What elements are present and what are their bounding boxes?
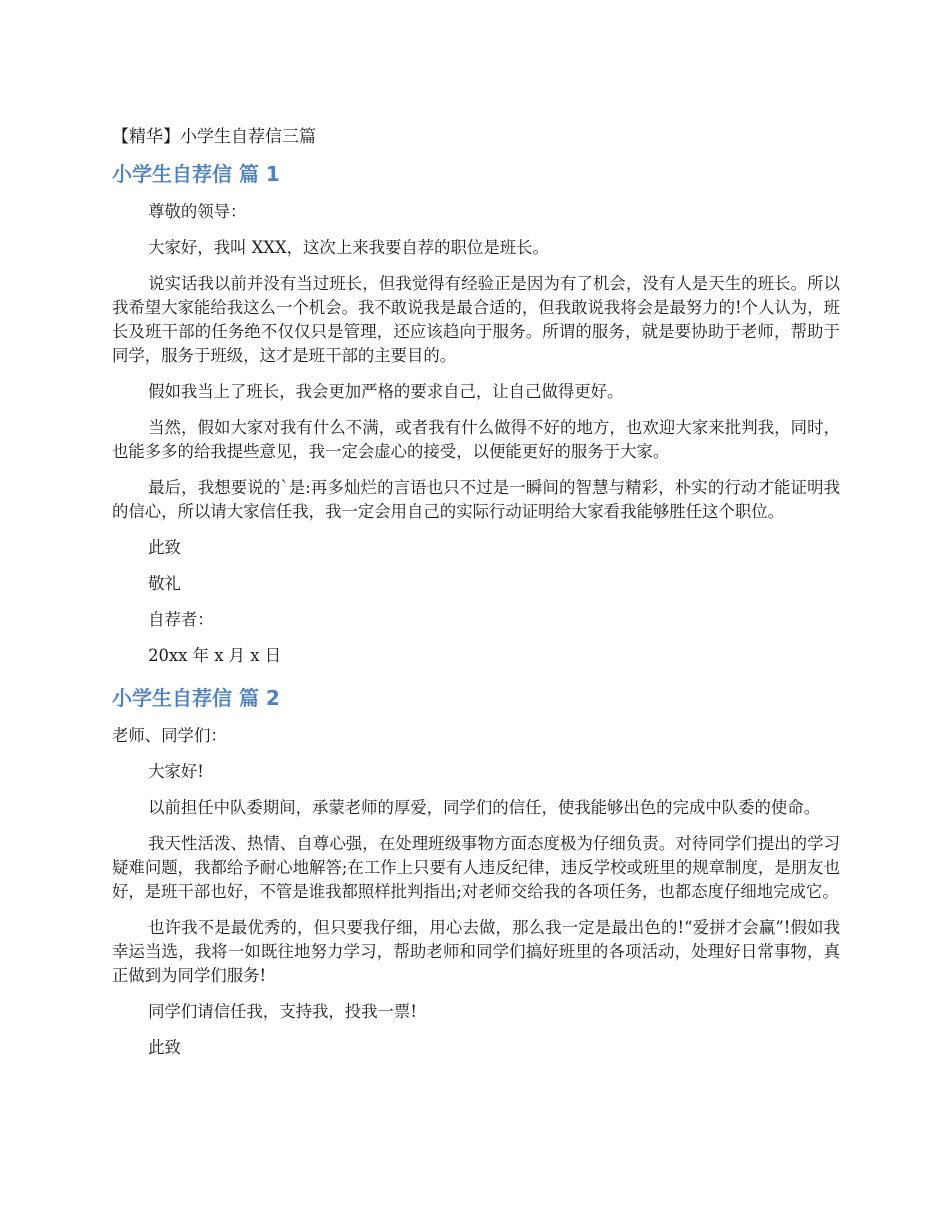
closing-line: 此致 — [148, 538, 181, 557]
section-heading: 小学生自荐信 篇 1 — [112, 162, 280, 186]
paragraph: 尊敬的领导： — [148, 202, 247, 221]
signature-line: 自荐者： — [148, 610, 214, 629]
paragraph: 也许我不是最优秀的，但只要我仔细，用心去做，那么我一定是最出色的!“爱拼才会赢”!假如我幸运当选，我将一如既往地努力学习，帮助老师和同学们搞好班里的各项活动，处理好日常事物，真正做到为同学们服务! — [112, 918, 840, 985]
closing-line: 敬礼 — [148, 574, 181, 593]
document-page — [112, 120, 840, 1072]
section-2 — [112, 680, 840, 1060]
paragraph: 当然，假如大家对我有什么不满，或者我有什么做得不好的地方，也欢迎大家来批判我，同时，也能多多的给我提些意见，我一定会虚心的接受，以便能更好的服务于大家。 — [112, 418, 840, 461]
paragraph: 说实话我以前并没有当过班长，但我觉得有经验正是因为有了机会，没有人是天生的班长。所以我希望大家能给我这么一个机会。我不敢说我是最合适的，但我敢说我将会是最努力的!个人认为，班长及班干部的任务绝不仅仅只是管理，还应该趋向于服务。所谓的服务，就是要协助于老师，帮助于同学，服务于班级，这才是班干部的主要目的。 — [112, 274, 840, 365]
closing-line: 此致 — [148, 1038, 181, 1057]
document-title: 【精华】小学生自荐信三篇 — [112, 127, 316, 147]
paragraph: 我天性活泼、热情、自尊心强，在处理班级事物方面态度极为仔细负责。对待同学们提出的学习疑难问题，我都给予耐心地解答;在工作上只要有人违反纪律，违反学校或班里的规章制度，是朋友也好，是班干部也好，不管是谁我都照样批判指出;对老师交给我的各项任务，也都态度仔细地完成它。 — [112, 834, 840, 901]
section-1 — [112, 156, 840, 668]
date-line: 20xx 年 x 月 x 日 — [148, 646, 282, 665]
paragraph: 假如我当上了班长，我会更加严格的要求自己，让自己做得更好。 — [148, 382, 624, 401]
paragraph: 大家好，我叫 XXX，这次上来我要自荐的职位是班长。 — [148, 238, 549, 257]
paragraph: 以前担任中队委期间，承蒙老师的厚爱，同学们的信任，使我能够出色的完成中队委的使命。 — [148, 798, 821, 817]
section-heading: 小学生自荐信 篇 2 — [112, 686, 280, 710]
paragraph: 最后，我想要说的`是:再多灿烂的言语也只不过是一瞬间的智慧与精彩，朴实的行动才能证明我的信心，所以请大家信任我，我一定会用自己的实际行动证明给大家看我能够胜任这个职位。 — [112, 478, 840, 521]
paragraph: 大家好! — [148, 762, 204, 781]
paragraph: 同学们请信任我，支持我，投我一票! — [148, 1002, 417, 1021]
salutation: 老师、同学们： — [112, 726, 227, 745]
